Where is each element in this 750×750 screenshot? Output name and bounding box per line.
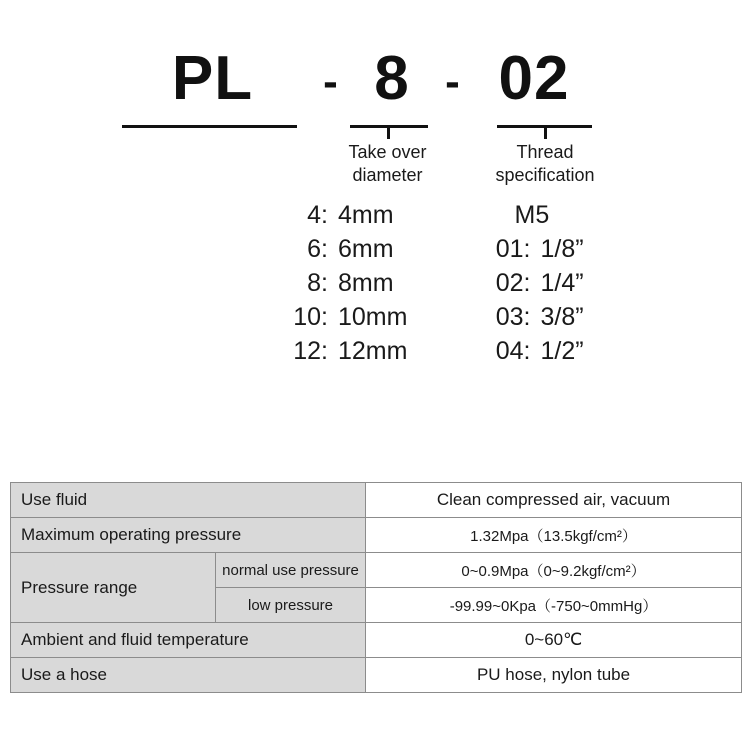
legend-value: 12mm bbox=[338, 337, 408, 365]
row-label: Pressure range bbox=[11, 553, 216, 623]
legend-key: 12: bbox=[293, 337, 328, 365]
legend-key: 03: bbox=[495, 303, 531, 331]
row-value: Clean compressed air, vacuum bbox=[366, 483, 742, 518]
row-label: Ambient and fluid temperature bbox=[11, 623, 366, 658]
legend-key: 10: bbox=[293, 303, 328, 331]
legend-item bbox=[250, 300, 450, 334]
row-sublabel: normal use pressure bbox=[216, 553, 366, 588]
legend-value: 10mm bbox=[338, 303, 408, 331]
legend-value: 3/8” bbox=[540, 303, 584, 331]
row-value: 0~0.9Mpa（0~9.2kgf/cm²） bbox=[366, 553, 742, 588]
legend-item bbox=[250, 266, 450, 300]
row-value: -99.99~0Kpa（-750~0mmHg） bbox=[366, 588, 742, 623]
legend-value: 1/2” bbox=[540, 337, 584, 365]
leader-line-middle bbox=[387, 125, 390, 139]
legend-key: 01: bbox=[495, 235, 531, 263]
legend-thread-specification bbox=[460, 198, 645, 368]
row-label: Use fluid bbox=[11, 483, 366, 518]
row-value: PU hose, nylon tube bbox=[366, 658, 742, 693]
row-sublabel: low pressure bbox=[216, 588, 366, 623]
legend-item bbox=[250, 232, 450, 266]
legend-key: 6: bbox=[307, 235, 328, 263]
specification-table bbox=[10, 482, 742, 693]
code-prefix: PL bbox=[171, 44, 254, 113]
code-suffix: 02 bbox=[498, 44, 570, 113]
legend-item bbox=[460, 266, 645, 300]
row-label: Use a hose bbox=[11, 658, 366, 693]
code-dash-2: - bbox=[445, 57, 461, 106]
legend-value: 1/4” bbox=[540, 269, 584, 297]
heading-thread-specification bbox=[465, 141, 625, 187]
legend-value: 1/8” bbox=[540, 235, 584, 263]
legend-key: 8: bbox=[307, 269, 328, 297]
legend-key: 02: bbox=[495, 269, 531, 297]
legend-key: 04: bbox=[495, 337, 531, 365]
row-value: 0~60℃ bbox=[366, 623, 742, 658]
heading-thread-specification-line2: specification bbox=[495, 165, 595, 185]
heading-thread-specification-line1: Thread bbox=[516, 142, 574, 162]
table-row bbox=[11, 483, 742, 518]
table-row bbox=[11, 553, 742, 588]
legend-item bbox=[460, 198, 645, 232]
legend-value: 4mm bbox=[338, 201, 394, 229]
legend-take-over-diameter bbox=[250, 198, 450, 368]
legend-item bbox=[460, 334, 645, 368]
heading-take-over-diameter-line2: diameter bbox=[352, 165, 423, 185]
table-row bbox=[11, 518, 742, 553]
row-label: Maximum operating pressure bbox=[11, 518, 366, 553]
leader-line-suffix bbox=[544, 125, 547, 139]
legend-item bbox=[250, 198, 450, 232]
legend-value: M5 bbox=[514, 201, 550, 229]
heading-take-over-diameter-line1: Take over bbox=[348, 142, 427, 162]
table-row bbox=[11, 658, 742, 693]
code-middle: 8 bbox=[374, 44, 410, 113]
code-dash-1: - bbox=[323, 57, 339, 106]
table-row bbox=[11, 623, 742, 658]
part-number-code bbox=[120, 32, 640, 113]
legend-item bbox=[250, 334, 450, 368]
legend-key: 4: bbox=[307, 201, 328, 229]
legend-value: 8mm bbox=[338, 269, 394, 297]
heading-take-over-diameter bbox=[305, 141, 470, 187]
underline-prefix bbox=[122, 125, 297, 128]
row-value: 1.32Mpa（13.5kgf/cm²） bbox=[366, 518, 742, 553]
part-number-diagram bbox=[0, 22, 750, 402]
legend-item bbox=[460, 232, 645, 266]
legend-value: 6mm bbox=[338, 235, 394, 263]
legend-item bbox=[460, 300, 645, 334]
